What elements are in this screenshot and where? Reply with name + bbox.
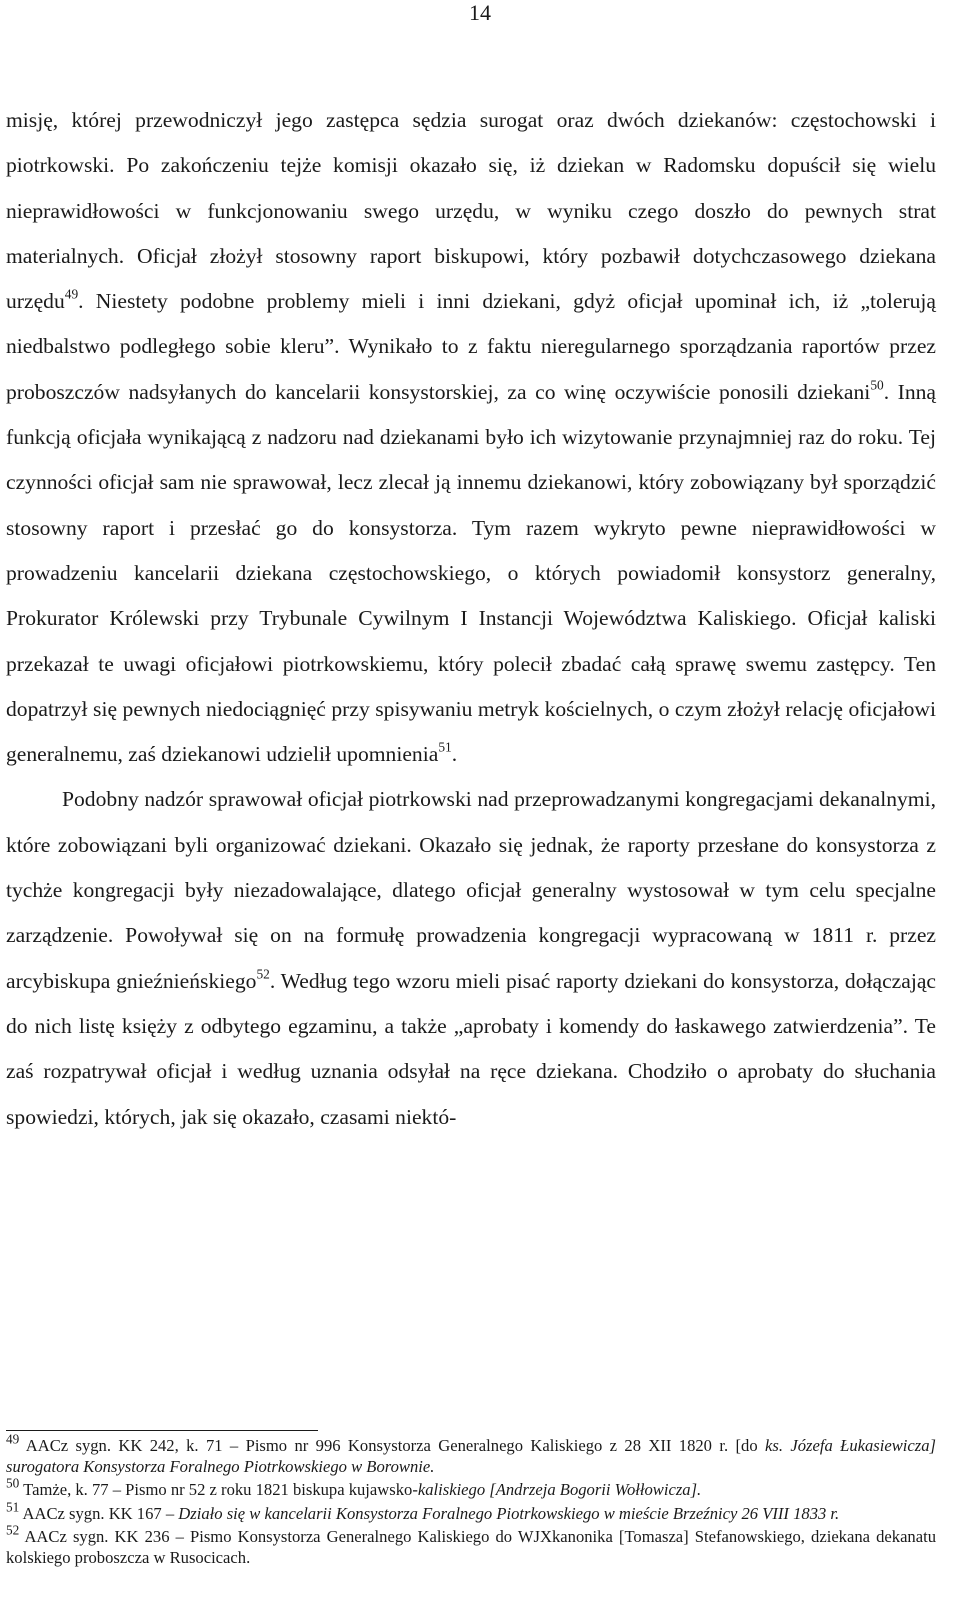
footnote-text-italic: kaliskiego [Andrzeja Bogorii Wołłowicza]. (417, 1480, 702, 1500)
footnote-separator (6, 1430, 318, 1431)
footnote (6, 1475, 936, 1501)
footnote-number: 52 (6, 1523, 20, 1539)
footnote-text: AACz sygn. KK 242, k. 71 – Pismo nr 996 Konsystorza Generalnego Kaliskiego z 28 XII 1820 r. [do (19, 1436, 765, 1455)
footnote-number: 50 (6, 1475, 20, 1491)
paragraph (6, 98, 936, 777)
footnote-number: 49 (6, 1431, 20, 1447)
footnote-ref[interactable]: 50 (870, 377, 884, 393)
footnote-ref[interactable]: 49 (64, 286, 79, 302)
footnote (6, 1431, 936, 1477)
page-number: 14 (469, 0, 491, 25)
paragraph-text: . Niestety podobne problemy mieli i inni dziekani, gdyż oficjał upominał ich, iż „tolerują niedbalstwo podległego sobie kleru”. Wynikało to z faktu nieregularnego sporządzania raportów przez proboszczów nadsyłanych do kancelarii konsystorskiej, za co winę oczywiście ponosili dziekani (6, 289, 936, 404)
paragraph-text: . (451, 742, 458, 767)
footnotes (6, 1431, 936, 1572)
footnote-ref[interactable]: 52 (256, 966, 270, 982)
footnote-text: Tamże, k. 77 – Pismo nr 52 z roku 1821 biskupa kujawsko- (19, 1480, 418, 1500)
paragraph-text: . Według tego wzoru mieli pisać raporty dziekani do konsystorza, dołączając do nich listę księży z odbytego egzaminu, a także „aprobaty i komendy do łaskawego zatwierdzenia”. Te zaś rozpatrywał oficjał i według uznania odsyłał na ręce dziekana. Chodziło o aprobaty do słuchania spowiedzi, których, jak się okazało, czasami niektó- (6, 968, 937, 1129)
paragraph-text: Podobny nadzór sprawował oficjał piotrkowski nad przeprowadzanymi kongregacjami dekanalnymi, które zobowiązani byli organizować dziekani. Okazało się jednak, że raporty przesłane do konsystorza z tychże kongregacji były niezadowalające, dlatego oficjał generalny wystosował w tym celu specjalne zarządzenie. Powoływał się on na formułę prowadzenia kongregacji wypracowaną w 1811 r. przez arcybiskupa gnieźnieńskiego (6, 787, 936, 993)
body-text (6, 98, 936, 1140)
footnote-text: AACz sygn. KK 167 – (19, 1503, 179, 1523)
footnote-text: AACz sygn. KK 236 – Pismo Konsystorza Generalnego Kaliskiego do WJXkanonika [Tomasza] Stefanowskiego, dziekana dekanatu kolskiego proboszcza w Rusocicach. (6, 1527, 936, 1567)
paragraph-text: . Inną funkcją oficjała wynikającą z nadzoru nad dziekanami było ich wizytowanie przynajmniej raz do roku. Tej czynności oficjał sam nie sprawował, lecz zlecał ją innemu dziekanowi, który zobowiązany był sporządzić stosowny raport i przesłać go do konsystorza. Tym razem wykryto pewne nieprawidłowości w prowadzeniu kancelarii dziekana częstochowskiego, o których powiadomił konsystorz generalny, Prokurator Królewski przy Trybunale Cywilnym I Instancji Województwa Kaliskiego. Oficjał kaliski przekazał te uwagi oficjałowi piotrkowskiemu, który polecił zbadać całą sprawę swemu zastępcy. Ten dopatrzył się pewnych niedociągnięć przy spisywaniu metryk kościelnych, o czym złożył relację oficjałowi generalnemu, zaś dziekanowi udzielił upomnienia (6, 379, 936, 767)
footnote (6, 1499, 936, 1525)
footnote-number: 51 (6, 1499, 20, 1515)
footnote-text-italic: Działo się w kancelarii Konsystorza Foralnego Piotrkowskiego w mieście Brzeźnicy 26 VIII 1833 r. (178, 1503, 840, 1523)
footnote-ref[interactable]: 51 (438, 739, 452, 755)
paragraph-text: misję, której przewodniczył jego zastępca sędzia surogat oraz dwóch dziekanów: częstochowski i piotrkowski. Po zakończeniu tejże komisji okazało się, iż dziekan w Radomsku dopuścił się wielu nieprawidłowości w funkcjonowaniu swego urzędu, w wyniku czego doszło do pewnych strat materialnych. Oficjał złożył stosowny raport biskupowi, który pozbawił dotychczasowego dziekana urzędu (6, 108, 936, 314)
footnote (6, 1523, 936, 1568)
footnote-text-italic: ks. Józefa Łukasiewicza] surogatora Konsystorza Foralnego Piotrkowskiego w Borownie. (6, 1436, 936, 1476)
paragraph (6, 777, 936, 1139)
